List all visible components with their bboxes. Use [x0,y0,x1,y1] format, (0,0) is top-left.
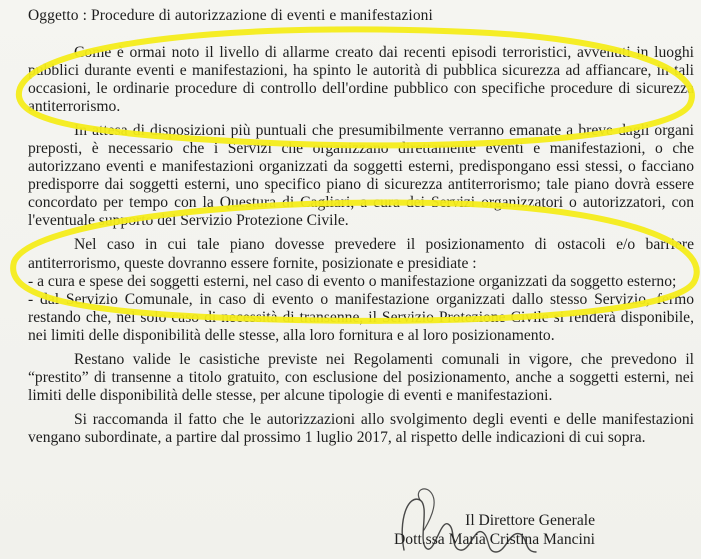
signature-title: Il Direttore Generale [465,512,595,529]
paragraph-security-plan: In attesa di disposizioni più puntuali che presumibilmente verranno emanate a breve dagli organi preposti, è necessario che i Servizi che organizzano direttamente eventi e manifestazioni, o che autorizzano eventi e manifestazioni organizzati da soggetti esterni, predispongano essi stessi, o facciano predisporre dai soggetti esterni, uno specifico piano di sicurezza antiterrorismo; tale piano dovrà essere concordato per tempo con la Questura di Cagliari, a cura dei Servizi organizzatori o autorizzatori, con l'eventuale supporto del Servizio Protezione Civile. [28,122,694,230]
list-item-external: - a cura e spese dei soggetti esterni, nel caso di evento o manifestazione organizzati da soggetto esterno; [28,272,677,290]
paragraph-regulations: Restano valide le casistiche previste nei Regolamenti comunali in vigore, che prevedono il “prestito” di transenne a titolo gratuito, con esclusione del posizionamento, anche a soggetti esterni, nei limiti delle disponibilità delle stesse, per alcune tipologie di eventi e manifestazioni. [28,350,694,404]
signature-block [394,511,595,549]
signature-name: Dott.ssa Maria Cristina Mancini [394,531,595,548]
document-subject: Oggetto : Procedure di autorizzazione di eventi e manifestazioni [28,7,433,24]
list-item-municipal: - dal Servizio Comunale, in caso di evento o manifestazione organizzati dallo stesso Servizio, fermo restando che, nel solo caso di necessità di transenne, il Servizio Protezione Civile si renderà disponibile, nei limiti delle disponibilità delle stesse, alla loro fornitura e al loro posizionamento. [28,290,694,344]
paragraph-recommendation: Si raccomanda il fatto che le autorizzazioni allo svolgimento degli eventi e delle manifestazioni vengano subordinate, a partire dal prossimo 1 luglio 2017, al rispetto delle indicazioni di cui sopra. [28,410,694,446]
paragraph-barriers: Nel caso in cui tale piano dovesse prevedere il posizionamento di ostacoli e/o barriere antiterrorismo, queste dovranno essere fornite, posizionate e presidiate : [28,236,694,272]
paragraph-alarm: Come è ormai noto il livello di allarme creato dai recenti episodi terroristici, avvenuti in luoghi pubblici durante eventi e manifestazioni, ha spinto le autorità di pubblica sicurezza ad affiancare, in tali occasioni, le ordinarie procedure di controllo dell'ordine pubblico con specifiche procedure di sicurezza antiterrorismo. [28,44,694,116]
document-body [28,44,694,453]
